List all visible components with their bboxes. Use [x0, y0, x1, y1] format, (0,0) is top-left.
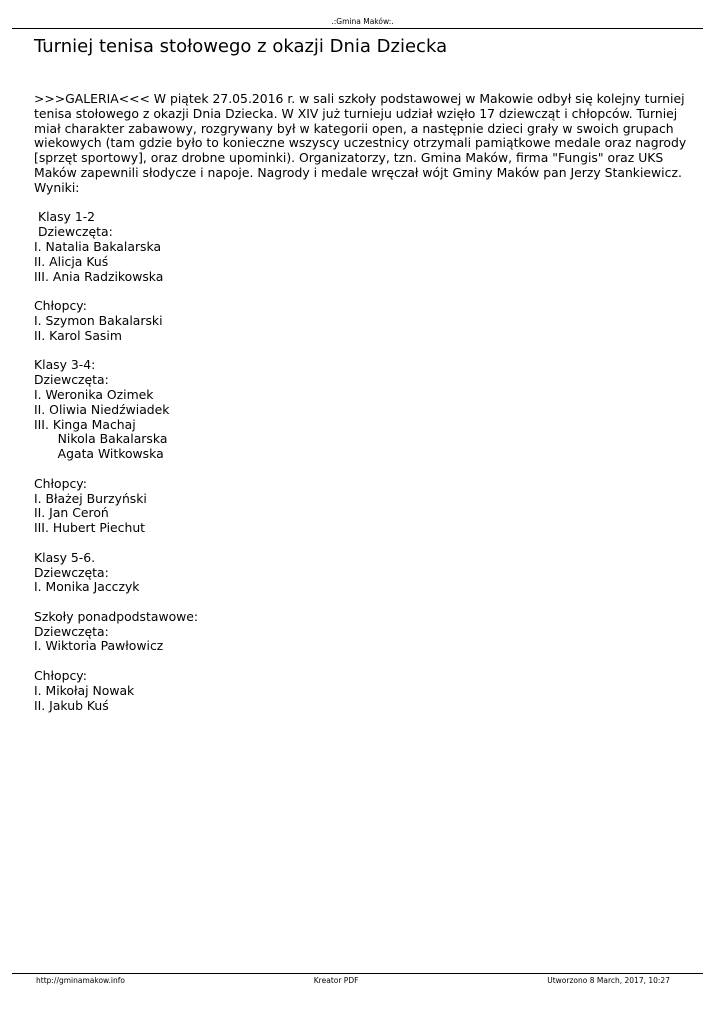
result-line: II. Jakub Kuś	[34, 697, 109, 713]
results-group	[34, 299, 684, 343]
article-title: Turniej tenisa stołowego z okazji Dnia Dziecka	[34, 36, 448, 57]
results-group	[34, 669, 684, 713]
result-line: Dziewczęta:	[34, 224, 113, 240]
result-line: III. Ania Radzikowska	[34, 268, 164, 284]
results-group	[34, 551, 684, 595]
article-body	[34, 91, 687, 728]
result-line: Chłopcy:	[34, 475, 87, 491]
article-paragraph	[34, 91, 687, 196]
results-group	[34, 477, 684, 536]
footer-url: http://gminamakow.info	[36, 976, 125, 985]
result-line: I. Natalia Bakalarska	[34, 238, 162, 254]
results-group	[34, 358, 684, 462]
results-group	[34, 610, 684, 654]
result-line: Dziewczęta:	[34, 372, 109, 388]
result-line: Klasy 1-2	[34, 209, 96, 225]
result-line: II. Alicja Kuś	[34, 253, 109, 269]
result-line: III. Hubert Piechut	[34, 520, 146, 536]
result-line: I. Weronika Ozimek	[34, 386, 154, 402]
footer-generator: Kreator PDF	[313, 976, 359, 985]
page-footer	[36, 976, 670, 985]
results-group	[34, 210, 684, 284]
paragraph-line: wiekowych (tam gdzie było to konieczne wszyscy uczestnicy otrzymali pamiątkowe medale oraz nagrody	[34, 135, 687, 151]
paragraph-line: Wyniki:	[34, 179, 80, 195]
result-line: Klasy 3-4:	[34, 357, 96, 373]
result-line: Klasy 5-6.	[34, 549, 96, 565]
result-line: Dziewczęta:	[34, 564, 109, 580]
paragraph-line: Maków zapewnili słodycze i napoje. Nagrody i medale wręczał wójt Gminy Maków pan Jerzy Stankiewicz.	[34, 164, 682, 180]
paragraph-line: >>>GALERIA<<< W piątek 27.05.2016 r. w sali szkoły podstawowej w Makowie odbył się kolejny turniej	[34, 91, 685, 106]
result-line: I. Błażej Burzyński	[34, 490, 147, 506]
result-line: I. Szymon Bakalarski	[34, 312, 163, 328]
paragraph-line: tenisa stołowego z okazji Dnia Dziecka. W XIV już turnieju udział wzięło 17 dziewcząt i chłopców. Turniej	[34, 105, 678, 121]
result-line: II. Oliwia Niedźwiadek	[34, 401, 170, 417]
footer-created-date: Utworzono 8 March, 2017, 10:27	[547, 976, 670, 985]
result-line: Agata Witkowska	[34, 446, 164, 462]
result-line: Nikola Bakalarska	[34, 431, 168, 447]
result-line: II. Karol Sasim	[34, 327, 122, 343]
result-line: III. Kinga Machaj	[34, 416, 136, 432]
footer-divider	[12, 973, 703, 974]
page-header-site-name: .:Gmina Maków:.	[331, 17, 394, 26]
result-line: II. Jan Ceroń	[34, 505, 109, 521]
result-line: I. Mikołaj Nowak	[34, 682, 135, 698]
result-line: I. Monika Jacczyk	[34, 579, 140, 595]
paragraph-line: miał charakter zabawowy, rozgrywany był w kategorii open, a następnie dzieci grały w swoich grupach	[34, 120, 674, 136]
result-line: Szkoły ponadpodstawowe:	[34, 608, 199, 624]
paragraph-line: [sprzęt sportowy], oraz drobne upominki). Organizatorzy, tzn. Gmina Maków, firma "Fungis" oraz UKS	[34, 150, 664, 166]
result-line: Dziewczęta:	[34, 623, 109, 639]
result-line: Chłopcy:	[34, 298, 87, 314]
results-list	[34, 210, 684, 713]
result-line: Chłopcy:	[34, 668, 87, 684]
result-line: I. Wiktoria Pawłowicz	[34, 638, 164, 654]
header-divider	[12, 28, 703, 29]
